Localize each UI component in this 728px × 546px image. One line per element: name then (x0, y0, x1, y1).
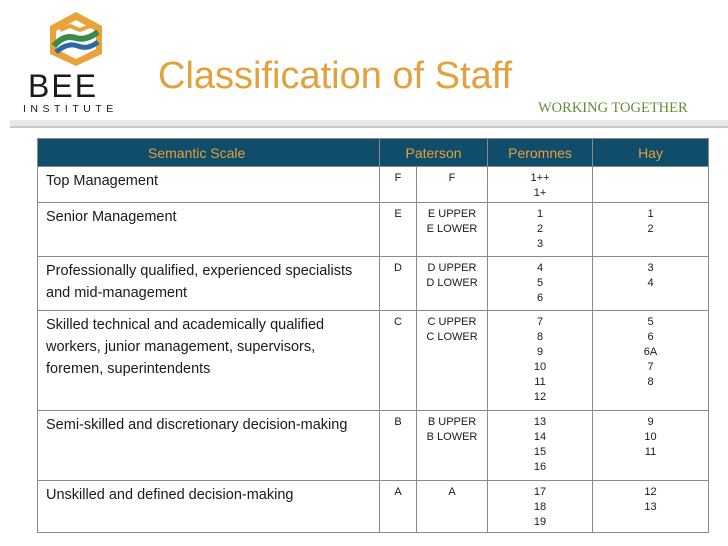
table-body (38, 167, 709, 533)
hay-value: 9 (647, 416, 654, 428)
hay-value: 2 (647, 223, 654, 235)
hay-value: 8 (647, 376, 654, 388)
column-header-peromnes: Peromnes (488, 139, 593, 167)
staff-classification-table (37, 138, 709, 533)
hay-cell (593, 411, 709, 481)
peromnes-value: 8 (536, 331, 544, 343)
paterson-band-cell (417, 167, 488, 203)
column-header-semantic-scale: Semantic Scale (38, 139, 380, 167)
paterson-band-value: A (448, 486, 456, 498)
paterson-band-value: E UPPER (427, 208, 477, 220)
table-row (38, 311, 709, 411)
peromnes-value: 3 (536, 238, 544, 250)
paterson-band-cell (417, 311, 488, 411)
paterson-band-value: B LOWER (426, 431, 478, 443)
peromnes-value: 13 (533, 416, 547, 428)
peromnes-value: 4 (536, 262, 544, 274)
peromnes-value: 10 (533, 361, 547, 373)
column-header-hay: Hay (593, 139, 709, 167)
hay-value: 6A (643, 346, 658, 358)
column-header-paterson: Paterson (380, 139, 488, 167)
peromnes-value: 19 (533, 516, 547, 528)
hay-value: 5 (647, 316, 654, 328)
hay-value: 13 (644, 501, 657, 513)
peromnes-cell (488, 167, 593, 203)
hay-value: 4 (647, 277, 654, 289)
paterson-band-value: D LOWER (426, 277, 478, 289)
table-row (38, 167, 709, 203)
peromnes-cell (488, 257, 593, 311)
peromnes-cell (488, 203, 593, 257)
header-divider-line (10, 126, 728, 128)
hay-value: 6 (647, 331, 654, 343)
tagline: WORKING TOGETHER (538, 100, 688, 116)
peromnes-value: 5 (536, 277, 544, 289)
table-row (38, 481, 709, 533)
paterson-band-value: B UPPER (427, 416, 477, 428)
table-header-row (38, 139, 709, 167)
peromnes-value: 1 (536, 208, 544, 220)
paterson-band-value: C UPPER (427, 316, 477, 328)
paterson-band-cell (417, 481, 488, 533)
semantic-scale-cell: Unskilled and defined decision-making (38, 481, 380, 533)
peromnes-value: 6 (536, 292, 544, 304)
paterson-letter-cell: D (380, 257, 417, 311)
paterson-letter-cell: E (380, 203, 417, 257)
page-title: Classification of Staff (158, 55, 513, 97)
paterson-band-value: D UPPER (427, 262, 477, 274)
peromnes-value: 1+ (533, 187, 547, 199)
logo-subtitle: INSTITUTE (23, 103, 118, 115)
bee-institute-logo (20, 10, 128, 115)
hay-cell (593, 257, 709, 311)
semantic-scale-cell: Senior Management (38, 203, 380, 257)
paterson-band-value: F (448, 172, 456, 184)
hay-value: 3 (647, 262, 654, 274)
peromnes-value: 7 (536, 316, 544, 328)
peromnes-value: 9 (536, 346, 544, 358)
peromnes-value: 12 (533, 391, 547, 403)
table-row (38, 411, 709, 481)
peromnes-value: 14 (533, 431, 547, 443)
paterson-band-value: C LOWER (426, 331, 478, 343)
paterson-letter-cell: B (380, 411, 417, 481)
paterson-letter-cell: C (380, 311, 417, 411)
peromnes-value: 1++ (530, 172, 550, 184)
paterson-band-value: E LOWER (426, 223, 478, 235)
peromnes-value: 18 (533, 501, 547, 513)
hay-value: 1 (647, 208, 654, 220)
paterson-band-cell (417, 257, 488, 311)
table-row (38, 257, 709, 311)
peromnes-cell (488, 481, 593, 533)
semantic-scale-cell: Skilled technical and academically qualified workers, junior management, supervisors, foremen, superintendents (38, 311, 380, 411)
hay-value: 10 (644, 431, 657, 443)
peromnes-value: 11 (534, 376, 546, 388)
semantic-scale-cell: Professionally qualified, experienced specialists and mid-management (38, 257, 380, 311)
table-row (38, 203, 709, 257)
hay-cell (593, 481, 709, 533)
peromnes-cell (488, 411, 593, 481)
peromnes-value: 16 (533, 461, 547, 473)
paterson-band-cell (417, 203, 488, 257)
hands-emblem-icon (46, 10, 106, 68)
peromnes-value: 2 (536, 223, 544, 235)
paterson-band-cell (417, 411, 488, 481)
hay-cell (593, 167, 709, 203)
hay-value: 12 (644, 486, 657, 498)
paterson-letter-cell: A (380, 481, 417, 533)
hay-value: 11 (644, 446, 657, 458)
hay-value: 7 (647, 361, 654, 373)
peromnes-value: 17 (533, 486, 547, 498)
peromnes-cell (488, 311, 593, 411)
peromnes-value: 15 (533, 446, 547, 458)
paterson-letter-cell: F (380, 167, 417, 203)
semantic-scale-cell: Semi-skilled and discretionary decision-making (38, 411, 380, 481)
logo-word: BEE (28, 68, 99, 104)
hay-cell (593, 311, 709, 411)
hay-cell (593, 203, 709, 257)
semantic-scale-cell: Top Management (38, 167, 380, 203)
